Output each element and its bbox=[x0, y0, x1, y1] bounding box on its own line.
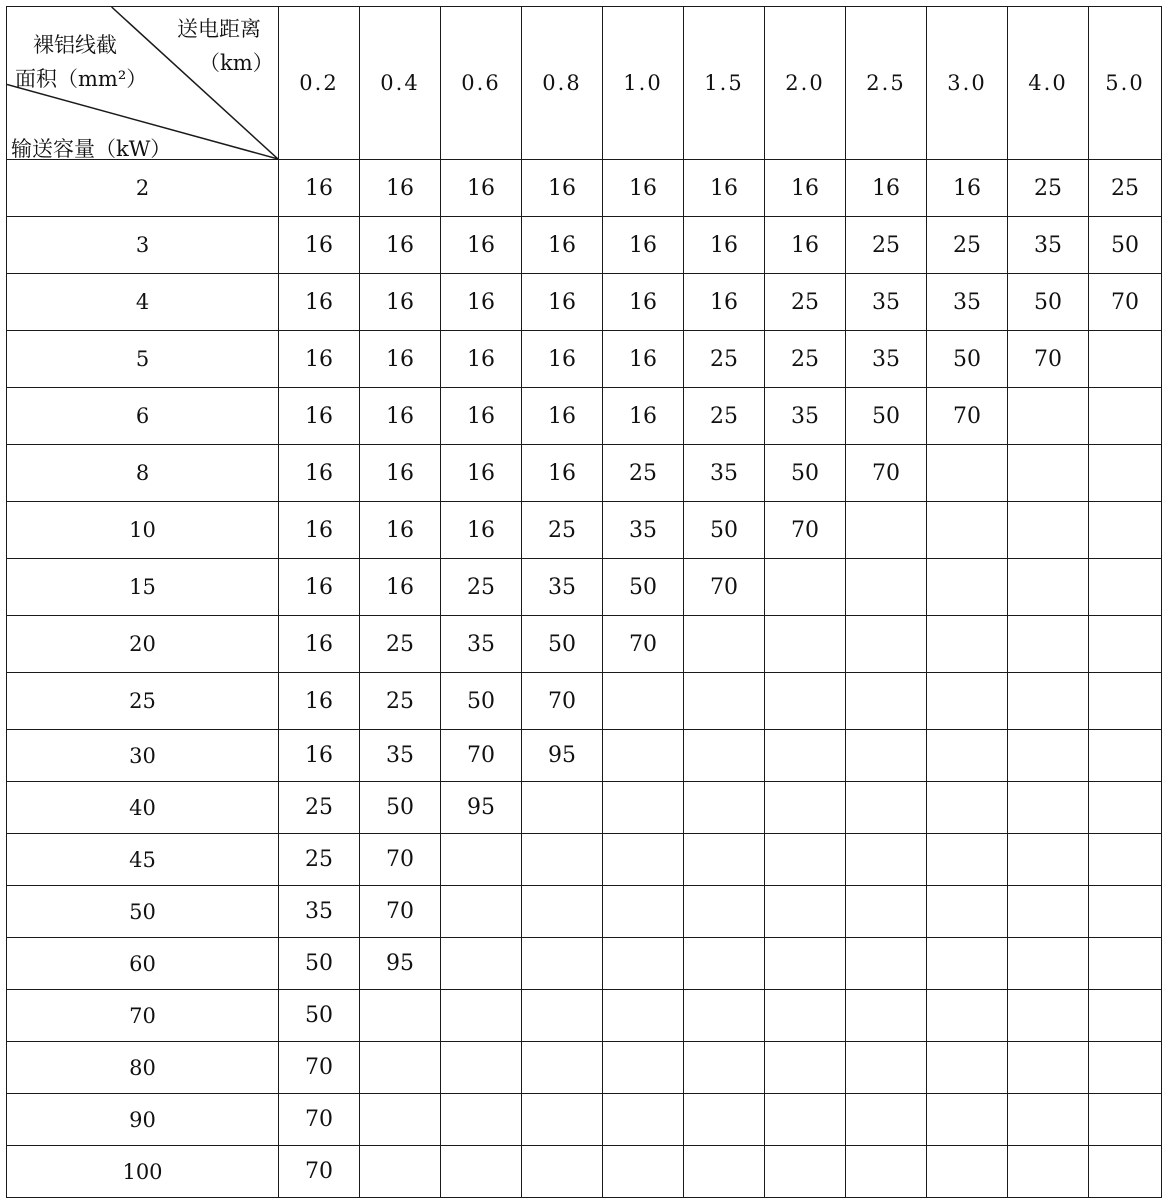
table-cell bbox=[1008, 673, 1089, 730]
table-cell: 25 bbox=[360, 616, 441, 673]
table-cell bbox=[522, 886, 603, 938]
table-cell bbox=[1008, 1042, 1089, 1094]
table-cell bbox=[1089, 938, 1162, 990]
table-cell bbox=[846, 886, 927, 938]
table-cell: 16 bbox=[360, 559, 441, 616]
column-header-distance: 0.4 bbox=[360, 7, 441, 160]
table-cell bbox=[441, 1146, 522, 1198]
table-cell bbox=[765, 559, 846, 616]
table-cell: 16 bbox=[279, 673, 360, 730]
table-cell: 25 bbox=[441, 559, 522, 616]
table-cell bbox=[846, 938, 927, 990]
table-cell: 25 bbox=[279, 834, 360, 886]
table-cell: 16 bbox=[279, 730, 360, 782]
table-cell bbox=[1089, 445, 1162, 502]
table-row bbox=[7, 886, 1162, 938]
table-cell bbox=[684, 990, 765, 1042]
table-row bbox=[7, 274, 1162, 331]
table-cell bbox=[927, 1146, 1008, 1198]
table-cell bbox=[1008, 990, 1089, 1042]
table-cell bbox=[684, 782, 765, 834]
table-cell bbox=[1089, 388, 1162, 445]
table-cell bbox=[927, 834, 1008, 886]
table-cell: 35 bbox=[441, 616, 522, 673]
table-cell: 25 bbox=[846, 217, 927, 274]
table-cell: 16 bbox=[441, 445, 522, 502]
table-cell: 25 bbox=[279, 782, 360, 834]
table-cell: 70 bbox=[279, 1094, 360, 1146]
table-cell: 70 bbox=[279, 1146, 360, 1198]
table-cell bbox=[684, 673, 765, 730]
table-cell bbox=[1008, 782, 1089, 834]
table-cell bbox=[846, 834, 927, 886]
table-cell bbox=[684, 834, 765, 886]
row-header-capacity: 70 bbox=[7, 990, 279, 1042]
table-cell bbox=[522, 834, 603, 886]
table-cell: 95 bbox=[522, 730, 603, 782]
table-cell bbox=[360, 1146, 441, 1198]
table-cell bbox=[765, 1146, 846, 1198]
table-cell: 16 bbox=[765, 160, 846, 217]
row-header-capacity: 80 bbox=[7, 1042, 279, 1094]
table-cell: 70 bbox=[846, 445, 927, 502]
table-cell: 70 bbox=[360, 834, 441, 886]
table-cell bbox=[603, 1042, 684, 1094]
table-cell bbox=[1008, 559, 1089, 616]
table-cell: 35 bbox=[1008, 217, 1089, 274]
table-cell: 16 bbox=[360, 274, 441, 331]
table-row bbox=[7, 1146, 1162, 1198]
row-header-capacity: 45 bbox=[7, 834, 279, 886]
table-cell: 16 bbox=[360, 217, 441, 274]
table-cell: 16 bbox=[522, 274, 603, 331]
table-cell bbox=[1008, 388, 1089, 445]
corner-label-section-area-2: 面积（mm²） bbox=[15, 67, 148, 91]
table-cell bbox=[927, 782, 1008, 834]
table-cell bbox=[441, 938, 522, 990]
corner-header-cell bbox=[7, 7, 279, 160]
table-cell: 50 bbox=[441, 673, 522, 730]
table-cell: 25 bbox=[360, 673, 441, 730]
table-cell: 25 bbox=[1089, 160, 1162, 217]
table-cell bbox=[603, 938, 684, 990]
column-header-distance: 1.5 bbox=[684, 7, 765, 160]
table-cell bbox=[1089, 834, 1162, 886]
table-cell bbox=[522, 1094, 603, 1146]
table-row bbox=[7, 1042, 1162, 1094]
table-cell bbox=[927, 502, 1008, 559]
table-cell bbox=[765, 673, 846, 730]
table-cell: 16 bbox=[279, 160, 360, 217]
table-cell: 16 bbox=[360, 502, 441, 559]
table-cell bbox=[603, 886, 684, 938]
table-cell: 16 bbox=[360, 388, 441, 445]
table-row bbox=[7, 834, 1162, 886]
table-cell: 35 bbox=[603, 502, 684, 559]
table-cell bbox=[765, 938, 846, 990]
table-cell: 16 bbox=[279, 616, 360, 673]
row-header-capacity: 25 bbox=[7, 673, 279, 730]
table-cell bbox=[846, 730, 927, 782]
header-row bbox=[7, 7, 1162, 160]
table-cell: 16 bbox=[684, 274, 765, 331]
row-header-capacity: 100 bbox=[7, 1146, 279, 1198]
table-cell: 16 bbox=[603, 274, 684, 331]
table-cell: 25 bbox=[522, 502, 603, 559]
table-cell: 25 bbox=[684, 388, 765, 445]
table-row bbox=[7, 388, 1162, 445]
row-header-capacity: 15 bbox=[7, 559, 279, 616]
table-cell bbox=[1008, 445, 1089, 502]
table-cell bbox=[522, 1042, 603, 1094]
table-cell bbox=[1089, 1094, 1162, 1146]
table-cell: 16 bbox=[522, 331, 603, 388]
table-cell bbox=[603, 782, 684, 834]
table-cell bbox=[684, 1094, 765, 1146]
table-cell: 70 bbox=[603, 616, 684, 673]
table-cell bbox=[927, 559, 1008, 616]
table-cell bbox=[1089, 616, 1162, 673]
table-cell bbox=[684, 938, 765, 990]
table-cell bbox=[522, 1146, 603, 1198]
table-cell: 50 bbox=[927, 331, 1008, 388]
row-header-capacity: 40 bbox=[7, 782, 279, 834]
table-cell: 16 bbox=[279, 559, 360, 616]
table-cell bbox=[846, 1042, 927, 1094]
table-cell bbox=[441, 1094, 522, 1146]
table-cell bbox=[765, 1094, 846, 1146]
table-cell: 16 bbox=[441, 160, 522, 217]
table-cell: 70 bbox=[1089, 274, 1162, 331]
table-cell: 16 bbox=[603, 217, 684, 274]
table-cell: 50 bbox=[279, 938, 360, 990]
table-cell bbox=[360, 1042, 441, 1094]
row-header-capacity: 50 bbox=[7, 886, 279, 938]
table-cell: 50 bbox=[522, 616, 603, 673]
column-header-distance: 4.0 bbox=[1008, 7, 1089, 160]
table-cell bbox=[603, 1146, 684, 1198]
column-header-distance: 2.5 bbox=[846, 7, 927, 160]
table-cell: 35 bbox=[522, 559, 603, 616]
row-header-capacity: 10 bbox=[7, 502, 279, 559]
table-cell bbox=[765, 616, 846, 673]
table-cell bbox=[927, 886, 1008, 938]
corner-label-capacity: 输送容量（kW） bbox=[11, 137, 172, 160]
table-cell: 16 bbox=[927, 160, 1008, 217]
table-cell: 70 bbox=[522, 673, 603, 730]
table-cell: 16 bbox=[441, 502, 522, 559]
table-cell bbox=[846, 616, 927, 673]
table-cell bbox=[1089, 502, 1162, 559]
table-body bbox=[7, 160, 1162, 1198]
table-cell: 70 bbox=[279, 1042, 360, 1094]
table-cell bbox=[684, 730, 765, 782]
table-cell: 50 bbox=[360, 782, 441, 834]
row-header-capacity: 8 bbox=[7, 445, 279, 502]
table-cell: 16 bbox=[684, 160, 765, 217]
conductor-selection-table bbox=[6, 6, 1162, 1198]
table-cell: 70 bbox=[441, 730, 522, 782]
table-cell bbox=[441, 990, 522, 1042]
row-header-capacity: 60 bbox=[7, 938, 279, 990]
table-cell: 35 bbox=[765, 388, 846, 445]
table-cell bbox=[603, 834, 684, 886]
table-cell bbox=[846, 782, 927, 834]
table-cell: 16 bbox=[765, 217, 846, 274]
table-cell bbox=[846, 502, 927, 559]
table-cell: 35 bbox=[846, 331, 927, 388]
table-cell: 50 bbox=[846, 388, 927, 445]
table-cell bbox=[603, 990, 684, 1042]
table-row bbox=[7, 730, 1162, 782]
table-cell: 16 bbox=[522, 445, 603, 502]
table-cell bbox=[927, 990, 1008, 1042]
table-row bbox=[7, 673, 1162, 730]
table-cell: 16 bbox=[279, 388, 360, 445]
table-cell bbox=[522, 782, 603, 834]
column-header-distance: 5.0 bbox=[1089, 7, 1162, 160]
table-cell: 16 bbox=[441, 331, 522, 388]
table-cell bbox=[846, 1094, 927, 1146]
table-cell: 16 bbox=[441, 217, 522, 274]
table-cell bbox=[927, 1042, 1008, 1094]
table-row bbox=[7, 160, 1162, 217]
table-cell bbox=[927, 938, 1008, 990]
table-cell: 70 bbox=[360, 886, 441, 938]
column-header-distance: 0.6 bbox=[441, 7, 522, 160]
table-cell bbox=[765, 834, 846, 886]
table-cell: 50 bbox=[765, 445, 846, 502]
table-cell bbox=[1008, 938, 1089, 990]
table-cell: 25 bbox=[603, 445, 684, 502]
column-header-distance: 1.0 bbox=[603, 7, 684, 160]
table-cell bbox=[765, 886, 846, 938]
table-cell: 16 bbox=[603, 331, 684, 388]
table-cell bbox=[1089, 331, 1162, 388]
table-cell: 16 bbox=[279, 217, 360, 274]
table-cell: 50 bbox=[603, 559, 684, 616]
row-header-capacity: 5 bbox=[7, 331, 279, 388]
table-cell bbox=[1008, 1094, 1089, 1146]
table-cell bbox=[765, 990, 846, 1042]
table-cell bbox=[360, 990, 441, 1042]
table-row bbox=[7, 990, 1162, 1042]
table-row bbox=[7, 502, 1162, 559]
table-cell bbox=[846, 1146, 927, 1198]
table-cell: 95 bbox=[360, 938, 441, 990]
table-cell bbox=[927, 673, 1008, 730]
table-cell bbox=[1008, 834, 1089, 886]
table-cell bbox=[1089, 1146, 1162, 1198]
table-cell bbox=[846, 990, 927, 1042]
table-cell: 16 bbox=[279, 445, 360, 502]
table-cell bbox=[684, 886, 765, 938]
table-cell: 16 bbox=[846, 160, 927, 217]
table-cell: 25 bbox=[684, 331, 765, 388]
row-header-capacity: 90 bbox=[7, 1094, 279, 1146]
table-cell bbox=[1008, 616, 1089, 673]
table-row bbox=[7, 217, 1162, 274]
table-cell bbox=[927, 616, 1008, 673]
table-row bbox=[7, 616, 1162, 673]
table-cell bbox=[441, 834, 522, 886]
corner-label-section-area-1: 裸铝线截 bbox=[33, 33, 117, 57]
table-row bbox=[7, 559, 1162, 616]
table-cell: 16 bbox=[360, 331, 441, 388]
column-header-distance: 0.2 bbox=[279, 7, 360, 160]
corner-label-distance: 送电距离 bbox=[177, 17, 261, 41]
table-cell: 50 bbox=[1008, 274, 1089, 331]
table-cell: 16 bbox=[522, 388, 603, 445]
table-cell bbox=[603, 730, 684, 782]
table-cell: 16 bbox=[441, 388, 522, 445]
table-cell: 50 bbox=[279, 990, 360, 1042]
table-cell bbox=[1008, 886, 1089, 938]
table-cell: 50 bbox=[1089, 217, 1162, 274]
table-cell bbox=[1089, 782, 1162, 834]
table-cell: 16 bbox=[441, 274, 522, 331]
table-cell bbox=[1089, 886, 1162, 938]
table-cell bbox=[1008, 502, 1089, 559]
table-row bbox=[7, 782, 1162, 834]
table-cell bbox=[846, 673, 927, 730]
table-cell bbox=[765, 782, 846, 834]
table-cell: 70 bbox=[927, 388, 1008, 445]
table-cell: 50 bbox=[684, 502, 765, 559]
table-cell bbox=[1008, 730, 1089, 782]
table-cell: 16 bbox=[360, 160, 441, 217]
corner-label-distance-unit: （km） bbox=[199, 51, 274, 75]
table-cell: 35 bbox=[846, 274, 927, 331]
table-row bbox=[7, 445, 1162, 502]
table-cell bbox=[1089, 990, 1162, 1042]
table-container bbox=[6, 6, 1162, 1198]
table-cell: 35 bbox=[360, 730, 441, 782]
table-cell bbox=[684, 616, 765, 673]
table-cell bbox=[927, 445, 1008, 502]
table-cell bbox=[441, 1042, 522, 1094]
table-cell bbox=[846, 559, 927, 616]
table-cell: 70 bbox=[765, 502, 846, 559]
table-cell: 35 bbox=[927, 274, 1008, 331]
table-cell bbox=[522, 938, 603, 990]
table-cell bbox=[1089, 673, 1162, 730]
table-cell bbox=[1008, 1146, 1089, 1198]
column-header-distance: 2.0 bbox=[765, 7, 846, 160]
row-header-capacity: 20 bbox=[7, 616, 279, 673]
table-cell: 25 bbox=[1008, 160, 1089, 217]
table-cell: 16 bbox=[360, 445, 441, 502]
table-cell bbox=[684, 1146, 765, 1198]
table-cell: 35 bbox=[279, 886, 360, 938]
table-cell: 16 bbox=[603, 160, 684, 217]
table-cell bbox=[1089, 730, 1162, 782]
column-header-distance: 0.8 bbox=[522, 7, 603, 160]
row-header-capacity: 6 bbox=[7, 388, 279, 445]
table-cell bbox=[684, 1042, 765, 1094]
table-cell: 70 bbox=[1008, 331, 1089, 388]
table-cell: 35 bbox=[684, 445, 765, 502]
table-cell: 16 bbox=[279, 274, 360, 331]
table-cell: 16 bbox=[603, 388, 684, 445]
table-cell bbox=[603, 1094, 684, 1146]
table-cell: 25 bbox=[765, 274, 846, 331]
table-cell: 16 bbox=[522, 217, 603, 274]
table-row bbox=[7, 938, 1162, 990]
table-cell bbox=[927, 730, 1008, 782]
table-cell bbox=[441, 886, 522, 938]
table-cell: 95 bbox=[441, 782, 522, 834]
table-cell: 16 bbox=[279, 502, 360, 559]
table-cell bbox=[1089, 1042, 1162, 1094]
table-cell bbox=[765, 730, 846, 782]
table-cell: 16 bbox=[522, 160, 603, 217]
row-header-capacity: 3 bbox=[7, 217, 279, 274]
table-row bbox=[7, 331, 1162, 388]
table-row bbox=[7, 1094, 1162, 1146]
table-cell: 25 bbox=[927, 217, 1008, 274]
row-header-capacity: 4 bbox=[7, 274, 279, 331]
row-header-capacity: 30 bbox=[7, 730, 279, 782]
table-cell bbox=[603, 673, 684, 730]
table-cell bbox=[522, 990, 603, 1042]
table-cell bbox=[765, 1042, 846, 1094]
table-cell: 16 bbox=[279, 331, 360, 388]
table-cell: 70 bbox=[684, 559, 765, 616]
column-header-distance: 3.0 bbox=[927, 7, 1008, 160]
table-cell bbox=[1089, 559, 1162, 616]
table-cell bbox=[927, 1094, 1008, 1146]
table-cell: 25 bbox=[765, 331, 846, 388]
table-cell: 16 bbox=[684, 217, 765, 274]
table-cell bbox=[360, 1094, 441, 1146]
row-header-capacity: 2 bbox=[7, 160, 279, 217]
